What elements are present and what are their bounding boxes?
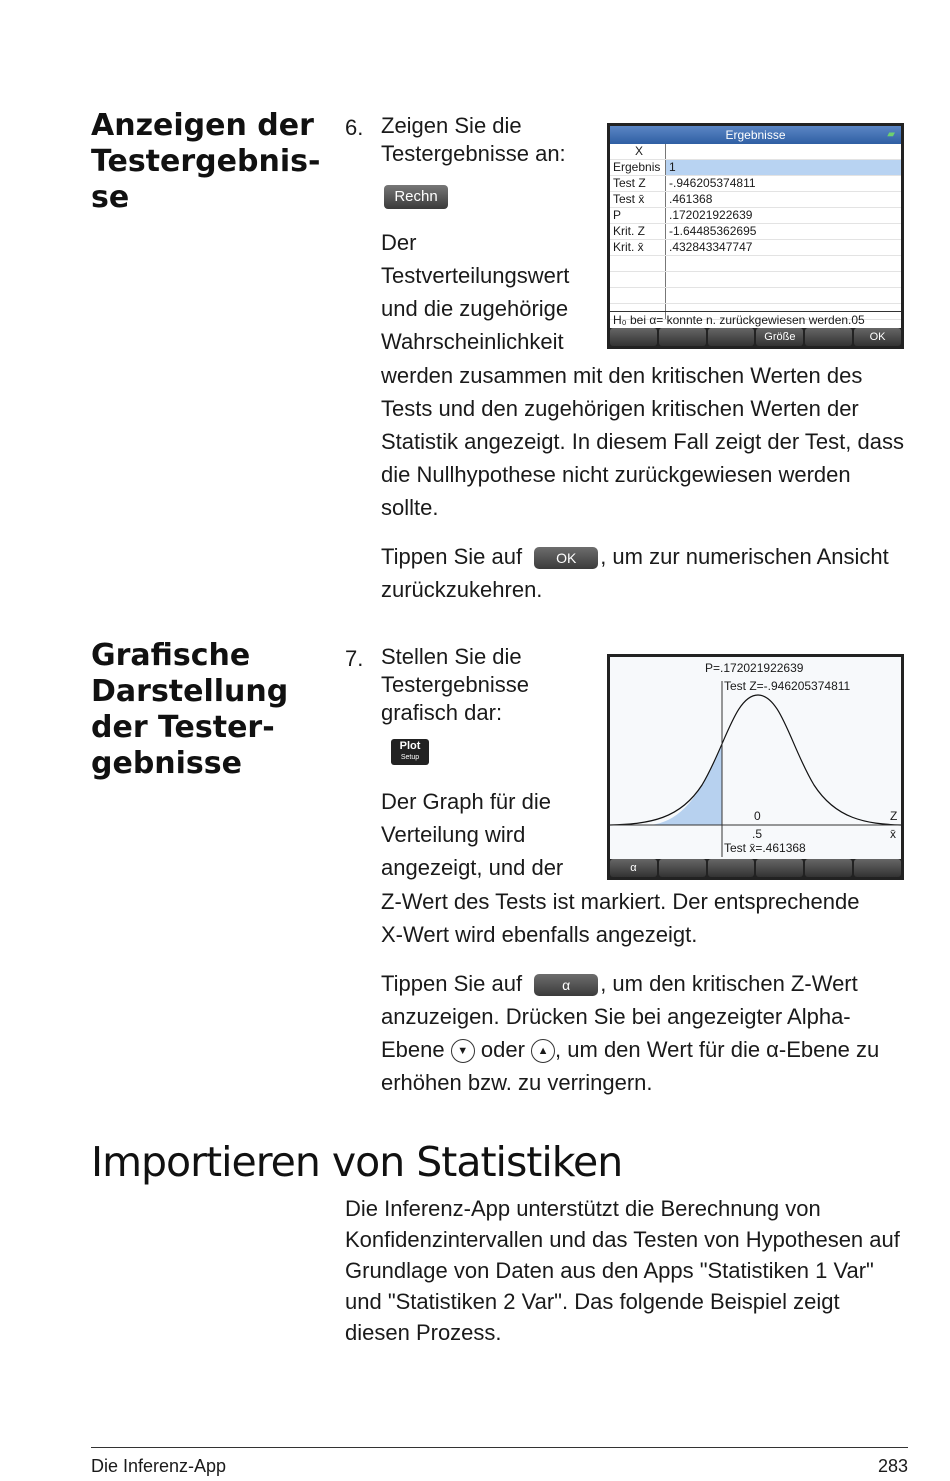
row-label: Krit. Z: [610, 224, 666, 239]
paragraph-narrow-2: [381, 785, 563, 884]
softkey[interactable]: [805, 859, 852, 877]
row-value: -1.64485362695: [669, 224, 757, 238]
paragraph-wide-2: [381, 885, 911, 951]
text-segment: Tippen Sie auf: [381, 971, 523, 996]
text-segment: , um zur numerischen Ansicht: [600, 544, 889, 569]
text-segment: oder: [480, 1037, 525, 1062]
text-line: erhöhen bzw. zu verringern.: [381, 1070, 653, 1095]
zero-label: 0: [754, 809, 761, 823]
p-label: P=.172021922639: [705, 661, 804, 675]
results-screen: [607, 123, 904, 349]
ok-key-icon: OK: [534, 547, 598, 569]
softkey[interactable]: [854, 859, 901, 877]
text-line: Statistik angezeigt. In diesem Fall zeigt der Test, dass: [381, 429, 904, 454]
softkey[interactable]: [659, 859, 706, 877]
key-top-label: Plot: [399, 740, 421, 752]
text-line: angezeigt, und der: [381, 855, 564, 880]
rechn-key-icon: Rechn: [384, 185, 448, 209]
page-number: 283: [877, 1456, 908, 1476]
text-line: anzuzeigen. Drücken Sie bei angezeigter Alpha-: [381, 1004, 851, 1029]
step-number-6: 6.: [345, 115, 364, 140]
x-axis-label: x̄: [890, 827, 896, 841]
table-row[interactable]: [610, 208, 901, 224]
down-arrow-key-icon: ▼: [451, 1039, 475, 1063]
softkey-bar: [610, 328, 901, 346]
softkey-ok[interactable]: OK: [854, 328, 901, 346]
text-line: grafisch dar:: [381, 700, 503, 725]
text-line: Stellen Sie die: [381, 644, 522, 669]
row-value: .432843347747: [669, 240, 753, 254]
plot-setup-key-icon: [391, 739, 429, 765]
paragraph-wide: [381, 359, 911, 524]
softkey[interactable]: [708, 328, 755, 346]
row-label: Ergebnis: [610, 160, 666, 175]
softkey-size[interactable]: Größe: [756, 328, 803, 346]
heading-line: se: [91, 180, 130, 215]
softkey-alpha[interactable]: α: [610, 859, 657, 877]
text-line: und "Statistiken 2 Var". Das folgende Beispiel zeigt: [345, 1289, 840, 1314]
text-line: diesen Prozess.: [345, 1320, 502, 1345]
text-line: die Nullhypothese nicht zurückgewiesen werden: [381, 462, 851, 487]
section-title-import: Importieren von Statistiken: [91, 1138, 623, 1186]
softkey[interactable]: [756, 859, 803, 877]
text-line: werden zusammen mit den kritischen Werten des: [381, 363, 863, 388]
row-label: Test x̄: [610, 192, 666, 207]
half-label: .5: [752, 827, 763, 841]
text-line: Zeigen Sie die: [381, 113, 522, 138]
table-row[interactable]: [610, 224, 901, 240]
text-segment: , um den kritischen Z-Wert: [600, 971, 858, 996]
row-label: Krit. x̄: [610, 240, 666, 255]
text-line: X-Wert wird ebenfalls angezeigt.: [381, 922, 698, 947]
text-line: Der Graph für die: [381, 789, 551, 814]
text-line: Z-Wert des Tests ist markiert. Der entsprechende: [381, 889, 860, 914]
alpha-key-icon: α: [534, 974, 598, 996]
paragraph-narrow: [381, 226, 569, 358]
battery-icon: ▰: [887, 129, 895, 140]
heading-line: Anzeigen der: [91, 108, 314, 143]
text-line: Verteilung wird: [381, 822, 526, 847]
heading-line: der Tester-: [91, 710, 275, 745]
graph-screen: [607, 654, 904, 880]
text-line: Testverteilungswert: [381, 263, 570, 288]
test-x-label: Test x̄=.461368: [724, 841, 806, 855]
up-arrow-key-icon: ▲: [531, 1039, 555, 1063]
step-number-7: 7.: [345, 646, 364, 671]
softkey[interactable]: [805, 328, 852, 346]
import-paragraph: [345, 1193, 910, 1348]
softkey[interactable]: [610, 328, 657, 346]
text-segment: Ebene: [381, 1037, 445, 1062]
text-segment: Tippen Sie auf: [381, 544, 523, 569]
tap-alpha-paragraph: [381, 967, 911, 1099]
text-segment: , um den Wert für die α-Ebene zu: [555, 1037, 880, 1062]
distribution-curve: [610, 695, 901, 825]
text-line: Konfidenzintervallen und das Testen von Hypothesen auf: [345, 1227, 900, 1252]
row-value: 1: [666, 160, 901, 175]
section-heading-graphic: [91, 638, 321, 782]
heading-line: Grafische: [91, 638, 251, 673]
softkey[interactable]: [708, 859, 755, 877]
text-line: und die zugehörige: [381, 296, 569, 321]
row-label: Test Z: [610, 176, 666, 191]
table-row[interactable]: [610, 192, 901, 208]
footer-divider: [91, 1447, 908, 1448]
row-label: P: [610, 208, 666, 223]
text-line: Testergebnisse: [381, 672, 529, 697]
screen-title: [610, 126, 901, 144]
softkey-bar: [610, 859, 901, 877]
heading-line: Darstellung: [91, 674, 289, 709]
softkey[interactable]: [659, 328, 706, 346]
row-value: .172021922639: [669, 208, 753, 222]
text-line: Wahrscheinlichkeit: [381, 329, 564, 354]
z-axis-label: Z: [890, 809, 898, 823]
footer-chapter: Die Inferenz-App: [91, 1456, 227, 1476]
key-bottom-label: Setup: [400, 754, 420, 761]
results-table: [610, 144, 901, 320]
heading-line: gebnisse: [91, 746, 242, 781]
step-6-text: [381, 112, 566, 168]
heading-line: Testergebnis-: [91, 144, 321, 179]
text-line: Die Inferenz-App unterstützt die Berechnung von: [345, 1196, 821, 1221]
text-line: Grundlage von Daten aus den Apps "Statistiken 1 Var": [345, 1258, 874, 1283]
section-heading-test-results: [91, 108, 321, 216]
text-line: sollte.: [381, 495, 439, 520]
screen-title-text: Ergebnisse: [725, 128, 786, 142]
shaded-area: [650, 745, 722, 825]
row-value: .461368: [669, 192, 713, 206]
table-row-empty: [610, 288, 901, 304]
test-z-label: Test Z=-.946205374811: [724, 679, 851, 693]
table-row[interactable]: [610, 176, 901, 192]
text-line: Tests und den zugehörigen kritischen Werten der: [381, 396, 859, 421]
table-row[interactable]: [610, 160, 901, 176]
text-line: zurückzukehren.: [381, 577, 543, 602]
table-row-empty: [610, 272, 901, 288]
text-line: Testergebnisse an:: [381, 141, 566, 166]
table-header: [610, 144, 901, 160]
table-row[interactable]: [610, 240, 901, 256]
tap-ok-paragraph: [381, 540, 911, 606]
hint-line: H₀ bei α= konnte n. zurückgewiesen werden.05: [610, 311, 901, 327]
table-row-empty: [610, 256, 901, 272]
row-value: -.946205374811: [669, 176, 756, 190]
column-header: X: [610, 144, 666, 159]
step-7-text: [381, 643, 529, 727]
text-line: Der: [381, 230, 417, 255]
